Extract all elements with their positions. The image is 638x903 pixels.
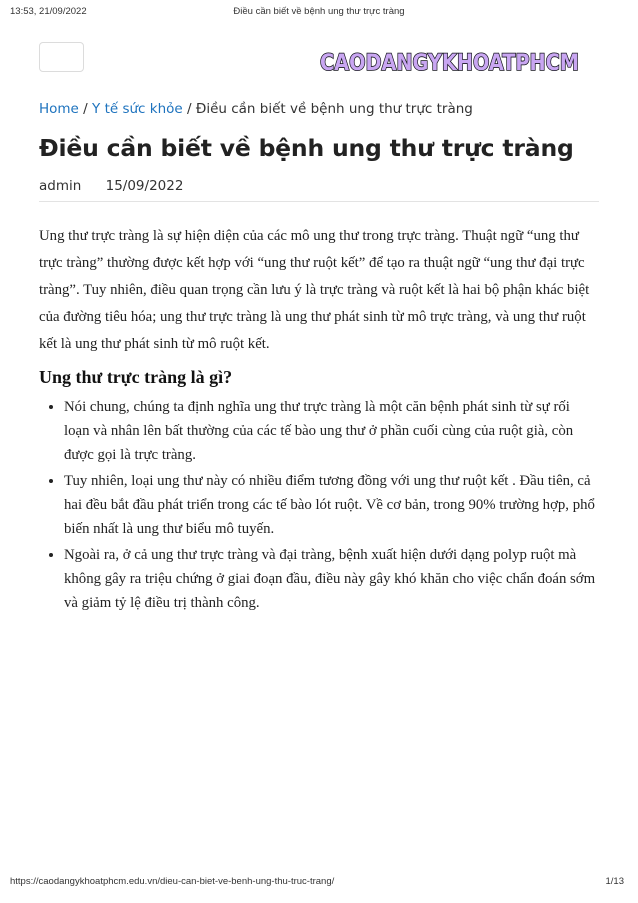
breadcrumb-current: Điều cần biết về bệnh ung thư trực tràng [195,101,473,117]
print-timestamp: 13:53, 21/09/2022 [10,6,87,17]
print-footer [10,876,628,890]
section-heading: Ung thư trực tràng là gì? [39,367,233,387]
breadcrumb-separator: / [83,101,88,117]
post-meta [39,178,183,194]
list-item: • Tuy nhiên, loại ung thư này có nhiều điểm tương đồng với ung thư ruột kết . Đầu tiên, cả hai đều bắt đầu phát triển trong các tế bào lót ruột. Về cơ bản, trong 90% trường hợp, phổ biến nhất là ung thư biểu mô tuyến. [64,469,599,541]
site-logo-graphic [318,46,581,76]
post-date: 15/09/2022 [105,178,184,194]
post-author-link[interactable]: admin [39,178,82,194]
print-page-number: 1/13 [605,876,624,887]
print-document-title: Điều cần biết về bệnh ung thư trực tràng [233,6,405,17]
print-url: https://caodangykhoatphcm.edu.vn/dieu-can-biet-ve-benh-ung-thu-truc-trang/ [10,876,335,887]
breadcrumb [39,101,473,117]
bullet-list [39,395,599,615]
header-divider [39,201,599,202]
article-body [39,223,599,617]
list-item: • Ngoài ra, ở cả ung thư trực tràng và đại tràng, bệnh xuất hiện dưới dạng polyp ruột mà không gây ra triệu chứng ở giai đoạn đầu, điều này gây khó khăn cho việc chẩn đoán sớm và giảm tỷ lệ điều trị thành công. [64,543,599,615]
print-header [10,6,628,22]
menu-toggle-button[interactable] [39,42,84,72]
site-logo-text: CAODANGYKHOATPHCM [320,50,579,76]
breadcrumb-category-link[interactable]: Y tế sức khỏe [92,101,183,117]
intro-paragraph: Ung thư trực tràng là sự hiện diện của các mô ung thư trong trực tràng. Thuật ngữ “ung thư trực tràng” thường được kết hợp với “ung thư ruột kết” để tạo ra thuật ngữ “ung thư đại trực tràng”. Tuy nhiên, điều quan trọng cần lưu ý là trực tràng và ruột kết là hai bộ phận khác biệt của đường tiêu hóa; ung thư trực tràng là ung thư phát sinh từ mô trực tràng, và ung thư ruột kết là ung thư phát sinh từ mô ruột kết. [39,228,590,352]
list-item: • Nói chung, chúng ta định nghĩa ung thư trực tràng là một căn bệnh phát sinh từ sự rối loạn và nhân lên bất thường của các tế bào ung thư ở phần cuối cùng của ruột già, còn được gọi là trực tràng. [64,395,599,467]
breadcrumb-separator: / [187,101,192,117]
site-logo[interactable] [318,46,581,76]
page-title: Điều cần biết về bệnh ung thư trực tràng [39,134,574,162]
breadcrumb-home-link[interactable]: Home [39,101,79,117]
